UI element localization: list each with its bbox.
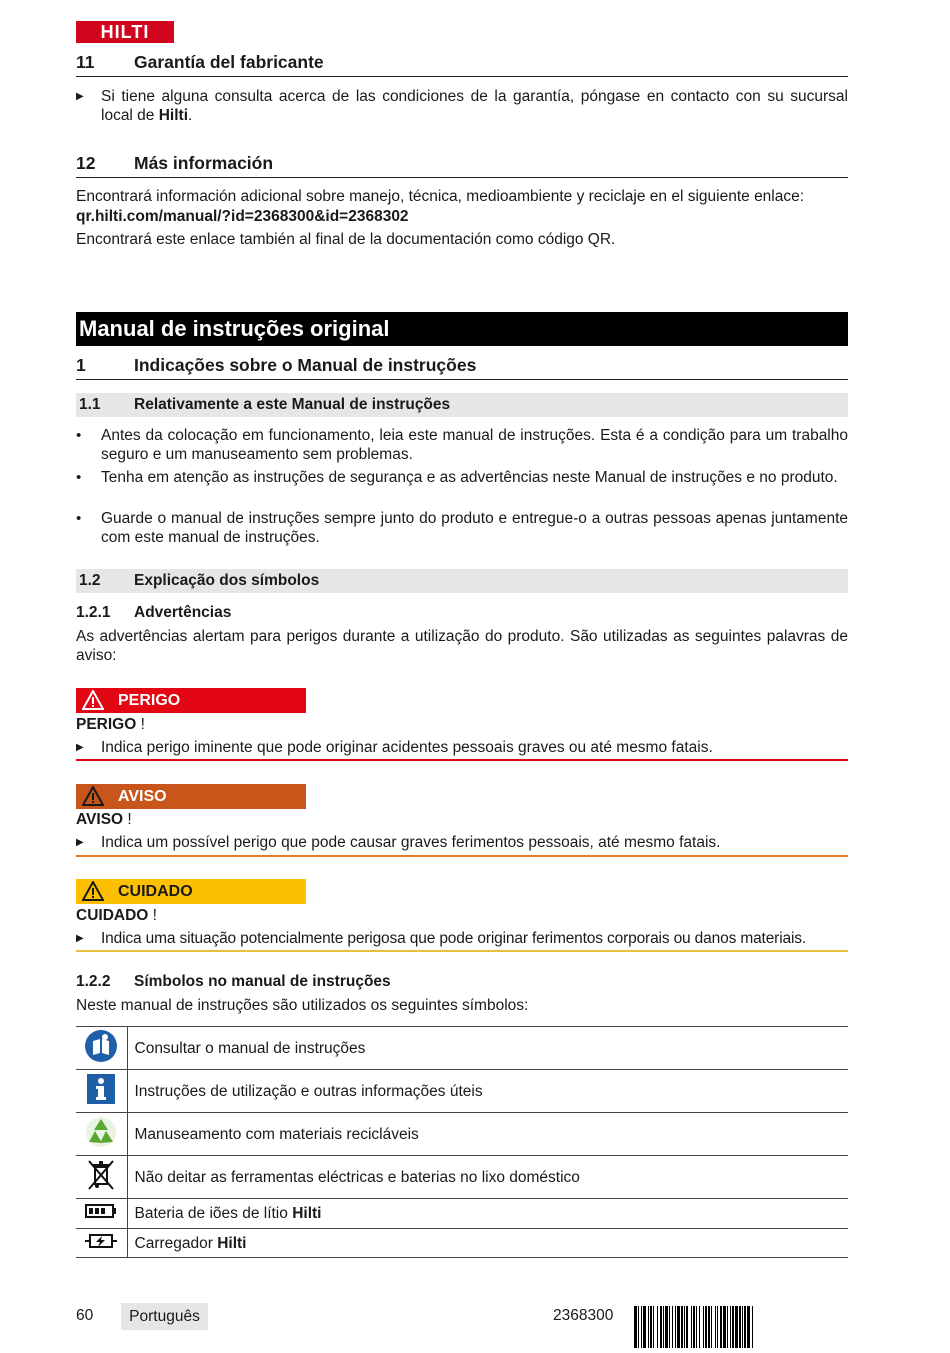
hilti-logo [76, 21, 174, 43]
symbol-label: Consultar o manual de instruções [134, 1039, 366, 1057]
list-item-text: Antes da colocação em funcionamento, leia este manual de instruções. Esta é a condição para um trabalho seguro e um manuseamento sem problemas. [101, 427, 848, 463]
barcode-bar [634, 1306, 637, 1348]
barcode-bar [693, 1306, 695, 1348]
barcode-bar [744, 1306, 746, 1348]
bullet-punct: . [188, 107, 193, 124]
recycle-icon [76, 1113, 127, 1156]
symbol-label: Não deitar as ferramentas eléctricas e baterias no lixo doméstico [134, 1168, 580, 1186]
heading-section-1-2-1 [76, 603, 848, 622]
warning-text: Indica perigo iminente que pode originar acidentes pessoais graves ou até mesmo fatais. [101, 739, 713, 756]
heading-section-12 [76, 152, 848, 178]
warning-label-text: CUIDADO [118, 883, 193, 900]
barcode-bar [739, 1306, 741, 1348]
signal-suffix: ! [148, 907, 157, 924]
symbol-label: Carregador [134, 1234, 218, 1252]
warning-bullet [76, 833, 848, 852]
warning-divider [76, 855, 848, 857]
barcode-bar [735, 1306, 738, 1348]
barcode-bar [681, 1306, 683, 1348]
heading-title: Relativamente a este Manual de instruções [134, 396, 451, 413]
heading-number: 1.1 [79, 396, 101, 413]
heading-title: Símbolos no manual de instruções [134, 973, 391, 990]
list-item-text: Tenha em atenção as instruções de segurança e as advertências neste Manual de instruções e no produto. [101, 469, 838, 486]
warning-divider [76, 759, 848, 761]
barcode-bar [742, 1306, 743, 1348]
barcode-bar [715, 1306, 716, 1348]
table-row [76, 1156, 848, 1199]
barcode-bar [720, 1306, 722, 1348]
barcode-bar [672, 1306, 673, 1348]
heading-number: 1.2 [79, 572, 101, 589]
barcode-bar [638, 1306, 639, 1348]
barcode-bar [669, 1306, 670, 1348]
triangle-bullet-icon: ▶ [76, 742, 84, 753]
warnings-intro: As advertências alertam para perigos durante a utilização do produto. São utilizadas as seguintes palavras de aviso: [76, 628, 848, 664]
triangle-bullet-icon: ▶ [76, 837, 84, 848]
logo-text: HILTI [100, 22, 150, 42]
crossed-bin-icon [76, 1156, 127, 1199]
warning-triangle-icon [82, 690, 104, 710]
heading-section-1-1 [76, 393, 848, 417]
manual-title-bar: Manual de instruções original [76, 312, 848, 346]
barcode-bar [657, 1306, 658, 1348]
barcode-bar [747, 1306, 750, 1348]
heading-number: 1.2.2 [76, 973, 111, 990]
bullet-text: Si tiene alguna consulta acerca de las condiciones de la garantía, póngase en contacto con su sucursal local de [101, 88, 848, 124]
barcode-bar [675, 1306, 676, 1348]
brand-text: Hilti [158, 107, 189, 124]
warning-text: Indica uma situação potencialmente perigosa que pode originar ferimentos corporais ou danos materiais. [101, 930, 807, 947]
list-item [76, 468, 848, 487]
warning-triangle-icon [82, 881, 104, 901]
symbol-label: Bateria de iões de lítio [134, 1205, 293, 1222]
barcode-bar [686, 1306, 688, 1348]
signal-suffix: ! [123, 811, 132, 828]
page-number: 60 [76, 1307, 94, 1324]
brand-text: Hilti [292, 1205, 322, 1222]
barcode-bar [665, 1306, 668, 1348]
barcode-bar [703, 1306, 704, 1348]
heading-number: 11 [76, 52, 95, 72]
triangle-bullet-icon: ▶ [76, 91, 84, 102]
heading-title: Explicação dos símbolos [134, 572, 320, 589]
language-tab: Português [121, 1303, 208, 1330]
info-icon [76, 1070, 127, 1113]
barcode-bar [708, 1306, 710, 1348]
barcode-bar [696, 1306, 697, 1348]
warning-divider [76, 950, 848, 952]
barcode-bar [650, 1306, 652, 1348]
warning-label-text: AVISO [118, 788, 167, 805]
signal-word: PERIGO [76, 716, 137, 733]
heading-number: 1.2.1 [76, 604, 111, 621]
warning-word [76, 810, 132, 829]
list-item [76, 509, 848, 547]
barcode-bar [717, 1306, 718, 1348]
warning-word [76, 715, 145, 734]
triangle-bullet-icon: ▶ [76, 933, 84, 944]
barcode-bar [711, 1306, 712, 1348]
warning-bullet [76, 738, 848, 757]
barcode-bar [653, 1306, 654, 1348]
brand-text: Hilti [217, 1234, 247, 1252]
barcode-bar [684, 1306, 685, 1348]
barcode-bar [699, 1306, 700, 1348]
symbols-intro: Neste manual de instruções são utilizados os seguintes símbolos: [76, 997, 529, 1014]
table-row [76, 1229, 848, 1258]
barcode-bar [643, 1306, 646, 1348]
barcode-bar [660, 1306, 662, 1348]
barcode-bar [730, 1306, 731, 1348]
barcode-bar [727, 1306, 728, 1348]
warning-text: Indica um possível perigo que pode causar graves ferimentos pessoais, até mesmo fatais. [101, 834, 721, 851]
heading-number: 1 [76, 355, 86, 375]
more-info-text [76, 187, 848, 249]
list-item-text: Guarde o manual de instruções sempre junto do produto e entregue-o a outras pessoas apenas juntamente com este manual de instruções. [101, 510, 848, 546]
heading-section-1-2 [76, 569, 848, 593]
barcode-bar [752, 1306, 753, 1348]
charger-icon [76, 1229, 127, 1258]
warning-triangle-icon [82, 786, 104, 806]
barcode-bar [677, 1306, 680, 1348]
barcode-bar [663, 1306, 664, 1348]
dot-bullet-icon: • [76, 427, 82, 444]
barcode-bar [648, 1306, 649, 1348]
warning-label-warning [76, 784, 306, 809]
barcode-icon [634, 1306, 848, 1348]
dot-bullet-icon: • [76, 469, 82, 486]
warning-label-danger [76, 688, 306, 713]
heading-title: Más información [134, 153, 274, 173]
heading-title: Indicações sobre o Manual de instruções [134, 355, 477, 375]
table-row [76, 1199, 848, 1229]
warning-label-caution [76, 879, 306, 904]
table-row [76, 1113, 848, 1156]
signal-word: AVISO [76, 811, 124, 828]
heading-section-1-2-2 [76, 972, 848, 991]
manual-link[interactable]: qr.hilti.com/manual/?id=2368300&id=2368302 [76, 208, 409, 225]
table-row [76, 1070, 848, 1113]
symbol-label: Manuseamento com materiais recicláveis [134, 1125, 419, 1143]
read-manual-icon [76, 1027, 127, 1070]
heading-section-1 [76, 354, 848, 380]
heading-title: Advertências [134, 604, 232, 621]
document-code: 2368300 [553, 1307, 614, 1324]
barcode-bar [732, 1306, 734, 1348]
info-line: Encontrará este enlace también al final de la documentación como código QR. [76, 231, 616, 248]
table-row [76, 1027, 848, 1070]
warning-word [76, 906, 157, 925]
heading-title: Garantía del fabricante [134, 52, 324, 72]
warning-bullet [76, 929, 848, 948]
signal-suffix: ! [136, 716, 145, 733]
battery-icon [76, 1199, 127, 1229]
heading-section-11 [76, 51, 848, 77]
symbol-label: Instruções de utilização e outras informações úteis [134, 1082, 483, 1100]
barcode-bar [641, 1306, 642, 1348]
warning-label-text: PERIGO [118, 692, 181, 709]
list-item [76, 426, 848, 464]
signal-word: CUIDADO [76, 907, 149, 924]
warranty-bullet [76, 87, 848, 125]
barcode-bar [723, 1306, 726, 1348]
barcode-bar [705, 1306, 707, 1348]
heading-number: 12 [76, 153, 96, 173]
barcode-bar [691, 1306, 692, 1348]
info-line: Encontrará información adicional sobre manejo, técnica, medioambiente y reciclaje en el siguiente enlace: [76, 188, 805, 205]
dot-bullet-icon: • [76, 510, 82, 527]
symbols-table [76, 1026, 848, 1258]
